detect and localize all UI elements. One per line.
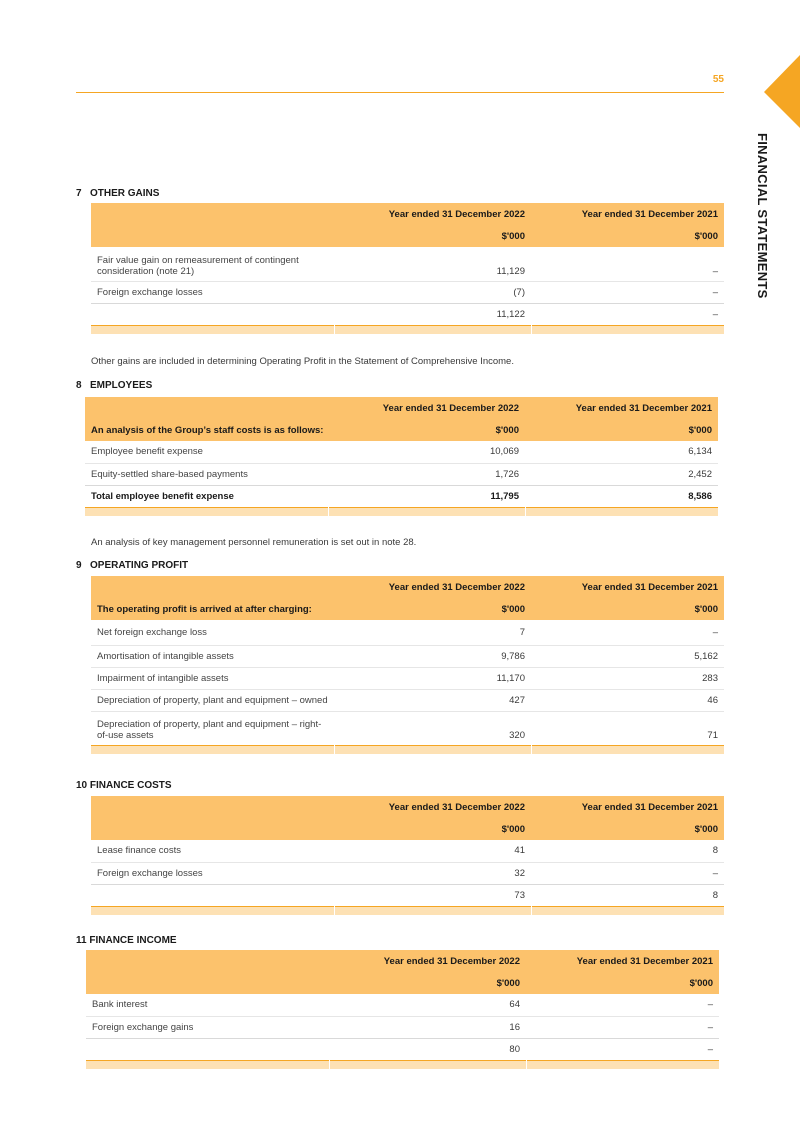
column-header-2022: Year ended 31 December 2022 xyxy=(329,950,526,972)
table-footer-bar xyxy=(91,745,724,754)
column-header-2021: Year ended 31 December 2021 xyxy=(531,576,724,598)
total-value-2021: – xyxy=(526,1038,719,1060)
row-label: Lease finance costs xyxy=(91,840,334,862)
row-label: Equity-settled share-based payments xyxy=(91,468,248,480)
heading-finance-income: 11 FINANCE INCOME xyxy=(76,935,177,946)
row-value-2022: 1,726 xyxy=(495,468,519,480)
header-rule xyxy=(76,92,724,93)
table-row xyxy=(85,463,718,485)
row-label: Impairment of intangible assets xyxy=(91,667,334,689)
table-unit-row xyxy=(85,419,718,441)
finance-costs-table xyxy=(91,796,725,915)
heading-operating-profit: 9 OPERATING PROFIT xyxy=(76,560,189,571)
corner-tab-decoration xyxy=(0,0,800,140)
total-value-2022: 73 xyxy=(334,884,531,906)
row-value-2022: 11,170 xyxy=(334,667,531,689)
row-label: Fair value gain on remeasurement of contingent consideration (note 21) xyxy=(91,247,334,281)
row-value-2021: 8 xyxy=(531,840,724,862)
row-value-2022: 32 xyxy=(514,867,525,879)
column-header-2022: Year ended 31 December 2022 xyxy=(334,576,531,598)
table-row xyxy=(86,994,719,1016)
table-row xyxy=(91,711,724,745)
employees-note: An analysis of key management personnel remuneration is set out in note 28. xyxy=(91,537,417,548)
row-label: Depreciation of property, plant and equipment – right-of-use assets xyxy=(97,718,322,741)
total-value-2022: 80 xyxy=(329,1038,526,1060)
row-value-2021: 71 xyxy=(707,729,718,741)
employees-table xyxy=(85,397,719,516)
column-header-2022: Year ended 31 December 2022 xyxy=(334,796,531,818)
operating-profit-table xyxy=(91,576,725,754)
page-number: 55 xyxy=(712,74,724,85)
unit-2022: $'000 xyxy=(334,598,531,620)
row-label: Foreign exchange gains xyxy=(92,1021,194,1033)
table-footer-bar xyxy=(91,325,724,334)
table-unit-row xyxy=(91,598,724,620)
column-header-2022: Year ended 31 December 2022 xyxy=(328,397,525,419)
row-label: Depreciation of property, plant and equipment – owned xyxy=(91,689,334,711)
total-row xyxy=(86,1038,719,1060)
row-value-2022: 11,129 xyxy=(334,247,531,281)
total-value-2022: 11,122 xyxy=(334,303,531,325)
row-value-2021: 46 xyxy=(531,689,724,711)
table-unit-row xyxy=(91,225,724,247)
row-label: Net foreign exchange loss xyxy=(91,620,334,645)
total-value-2021: 8 xyxy=(531,884,724,906)
heading-other-gains: 7 OTHER GAINS xyxy=(76,188,160,199)
table-row xyxy=(91,862,724,884)
unit-2021: $'000 xyxy=(531,818,724,840)
table-header-row xyxy=(91,576,724,598)
table-footer-bar xyxy=(91,906,724,915)
table-row xyxy=(91,645,724,667)
row-value-2022: 427 xyxy=(334,689,531,711)
other-gains-note: Other gains are included in determining Operating Profit in the Statement of Comprehensive Income. xyxy=(91,356,514,367)
total-row xyxy=(91,884,724,906)
table-unit-row xyxy=(91,818,724,840)
table-row xyxy=(91,281,724,303)
row-value-2021: – xyxy=(526,994,719,1016)
table-row xyxy=(91,247,724,281)
unit-2022: $'000 xyxy=(334,225,531,247)
row-header-label: An analysis of the Group’s staff costs is as follows: xyxy=(85,419,328,441)
unit-2022: $'000 xyxy=(328,419,525,441)
table-header-row xyxy=(85,397,718,419)
unit-2022: $'000 xyxy=(329,972,526,994)
row-value-2021: 5,162 xyxy=(531,645,724,667)
finance-income-table xyxy=(86,950,720,1069)
row-value-2022: 9,786 xyxy=(334,645,531,667)
column-header-2021: Year ended 31 December 2021 xyxy=(531,796,724,818)
row-header-label: The operating profit is arrived at after charging: xyxy=(91,598,334,620)
row-label: Amortisation of intangible assets xyxy=(91,645,334,667)
row-value-2022: 64 xyxy=(329,994,526,1016)
other-gains-table xyxy=(91,203,725,334)
row-value-2021: – xyxy=(531,247,724,281)
unit-2021: $'000 xyxy=(531,225,724,247)
total-label: Total employee benefit expense xyxy=(85,485,328,507)
column-header-2021: Year ended 31 December 2021 xyxy=(525,397,718,419)
unit-2021: $'000 xyxy=(526,972,719,994)
table-row xyxy=(85,441,718,463)
column-header-2022: Year ended 31 December 2022 xyxy=(334,203,531,225)
table-header-row xyxy=(86,950,719,972)
table-row xyxy=(91,667,724,689)
row-value-2022: 320 xyxy=(509,729,525,741)
section-side-title: FINANCIAL STATEMENTS xyxy=(755,133,770,299)
unit-2022: $'000 xyxy=(334,818,531,840)
row-value-2021: 2,452 xyxy=(688,468,712,480)
heading-finance-costs: 10 FINANCE COSTS xyxy=(76,780,172,791)
unit-2021: $'000 xyxy=(525,419,718,441)
table-header-row xyxy=(91,796,724,818)
row-value-2021: 283 xyxy=(531,667,724,689)
row-value-2021: 6,134 xyxy=(525,441,718,463)
table-footer-bar xyxy=(85,507,718,516)
row-label: Foreign exchange losses xyxy=(97,286,203,298)
row-label: Foreign exchange losses xyxy=(97,867,203,879)
table-header-row xyxy=(91,203,724,225)
row-label: Employee benefit expense xyxy=(85,441,328,463)
row-value-2021: – xyxy=(531,620,724,645)
total-row xyxy=(91,303,724,325)
total-row xyxy=(85,485,718,507)
row-value-2021: – xyxy=(712,286,718,298)
total-value-2022: 11,795 xyxy=(328,485,525,507)
heading-employees: 8 EMPLOYEES xyxy=(76,380,153,391)
row-value-2022: 16 xyxy=(509,1021,520,1033)
total-value-2021: – xyxy=(531,303,724,325)
table-row xyxy=(91,689,724,711)
table-row xyxy=(86,1016,719,1038)
total-value-2021: 8,586 xyxy=(525,485,718,507)
column-header-2021: Year ended 31 December 2021 xyxy=(531,203,724,225)
column-header-2021: Year ended 31 December 2021 xyxy=(526,950,719,972)
row-value-2022: 7 xyxy=(334,620,531,645)
row-value-2022: (7) xyxy=(513,286,525,298)
table-unit-row xyxy=(86,972,719,994)
table-row xyxy=(91,840,724,862)
table-row xyxy=(91,620,724,645)
row-value-2021: – xyxy=(707,1021,713,1033)
unit-2021: $'000 xyxy=(531,598,724,620)
row-value-2022: 10,069 xyxy=(328,441,525,463)
table-footer-bar xyxy=(86,1060,719,1069)
row-value-2022: 41 xyxy=(334,840,531,862)
row-label: Bank interest xyxy=(86,994,329,1016)
row-value-2021: – xyxy=(712,867,718,879)
